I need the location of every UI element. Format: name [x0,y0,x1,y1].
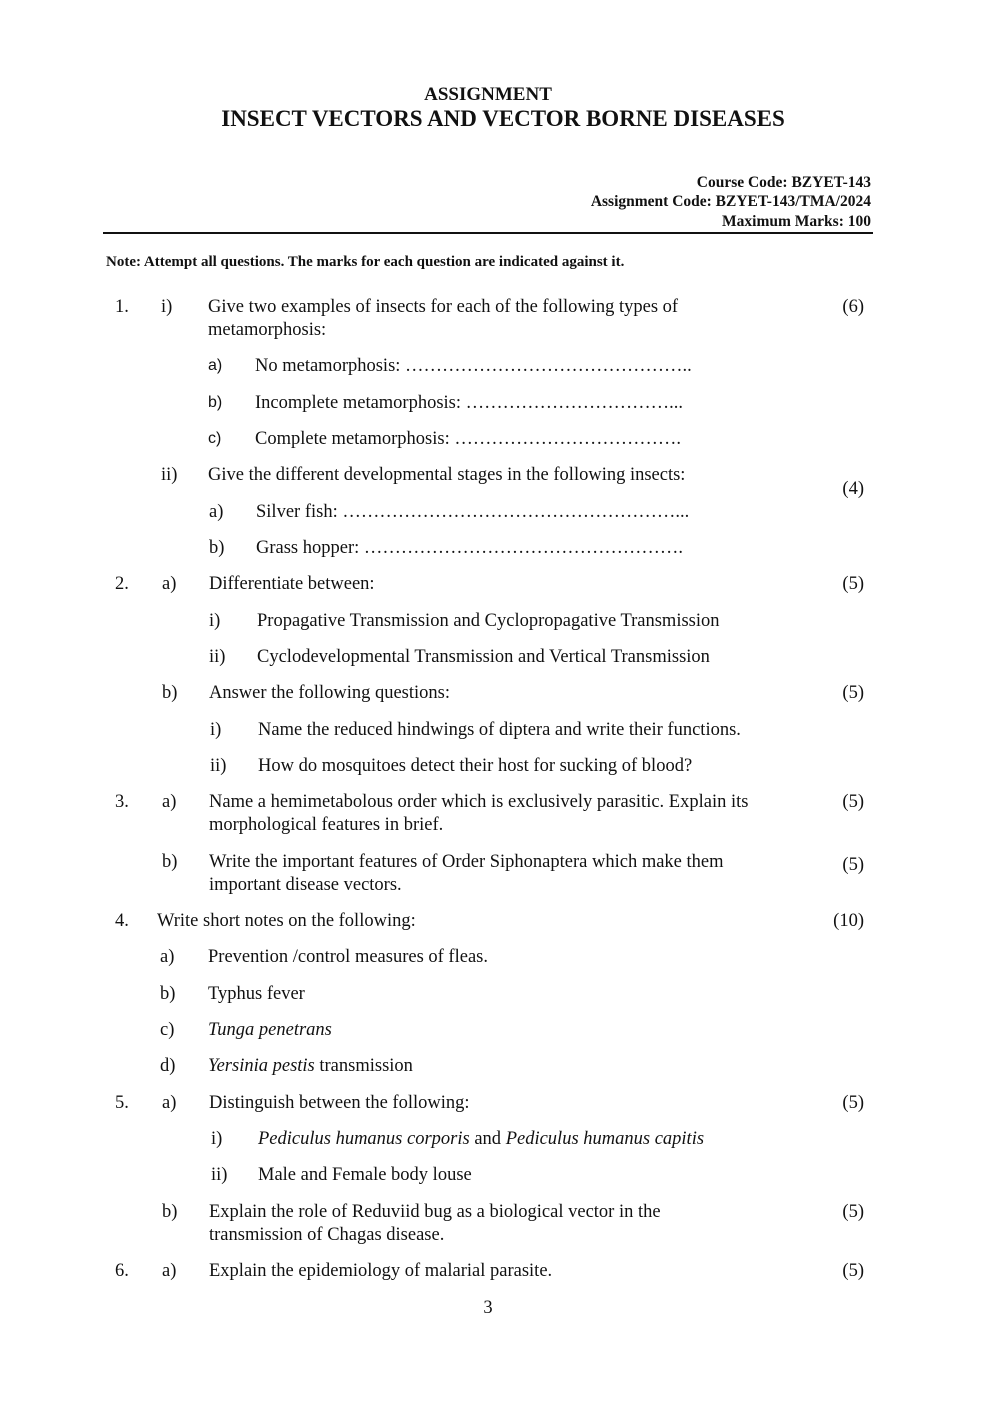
subpart-label: a) [162,792,177,812]
conjunction: and [469,1129,506,1149]
marks: (5) [842,855,864,875]
species-name: Yersinia pestis [208,1056,315,1076]
question-text: Name a hemimetabolous order which is exclusively parasitic. Explain its [209,792,749,812]
question-text-cont: important disease vectors. [209,875,402,895]
subpart-label: a) [162,1261,177,1281]
question-text-cont: metamorphosis: [208,320,327,340]
item-label: b) [208,394,223,411]
item-text: Grass hopper: ……………………………………………. [256,538,684,558]
question-text: Explain the epidemiology of malarial parasite. [209,1261,553,1281]
item-text-rest: transmission [314,1056,413,1076]
item-text [258,1128,704,1151]
marks: (5) [842,792,864,812]
item-label: i) [210,720,222,740]
question-number: 1. [115,297,129,317]
item-label: ii) [209,647,226,667]
item-text: Complete metamorphosis: ………………………………. [255,429,681,449]
question-text: Explain the role of Reduviid bug as a biological vector in the [209,1202,661,1222]
item-label: c) [160,1020,175,1040]
item-label: c) [208,430,222,447]
item-text [208,1055,413,1078]
item-text: How do mosquitoes detect their host for sucking of blood? [258,756,693,776]
marks: (5) [842,574,864,594]
item-label: ii) [211,1165,228,1185]
maximum-marks: Maximum Marks: 100 [722,213,871,230]
question-text: Answer the following questions: [209,683,450,703]
assignment-label: ASSIGNMENT [424,84,552,105]
item-label: b) [209,538,225,558]
marks: (10) [833,911,864,931]
item-text: Typhus fever [208,984,305,1004]
species-name: Pediculus humanus corporis [258,1129,470,1149]
question-number: 2. [115,574,129,594]
question-text: Give the different developmental stages in the following insects: [208,465,686,485]
question-text: Differentiate between: [209,574,375,594]
subpart-label: a) [162,1093,177,1113]
item-text: Male and Female body louse [258,1165,472,1185]
item-text [208,1019,332,1042]
subpart-label: b) [162,1202,178,1222]
course-code: Course Code: BZYET-143 [696,174,871,191]
instructions-note: Note: Attempt all questions. The marks for each question are indicated against it. [106,254,625,270]
item-label: ii) [210,756,227,776]
question-text: Write the important features of Order Siphonaptera which make them [209,852,724,872]
species-name: Pediculus humanus capitis [505,1129,705,1149]
question-number: 3. [115,792,129,812]
item-text: Silver fish: ………………………………………………... [256,502,690,522]
question-number: 4. [115,911,129,931]
marks: (4) [842,479,864,499]
subpart-label: b) [162,852,178,872]
item-label: a) [160,947,175,967]
item-text: Incomplete metamorphosis: ……………………………... [255,393,684,413]
item-label: b) [160,984,176,1004]
marks: (5) [842,1261,864,1281]
question-text: Give two examples of insects for each of the following types of [208,297,679,317]
subpart-label: a) [162,574,177,594]
item-text: Propagative Transmission and Cyclopropagative Transmission [257,611,720,631]
marks: (5) [842,683,864,703]
question-number: 6. [115,1261,129,1281]
item-label: i) [211,1129,223,1149]
assignment-code: Assignment Code: BZYET-143/TMA/2024 [590,193,871,210]
course-title: INSECT VECTORS AND VECTOR BORNE DISEASES [221,106,785,131]
item-text: Cyclodevelopmental Transmission and Vertical Transmission [257,647,710,667]
item-text: Name the reduced hindwings of diptera and write their functions. [258,720,741,740]
question-text-cont: morphological features in brief. [209,815,444,835]
marks: (5) [842,1093,864,1113]
subpart-label: i) [161,297,173,317]
question-text-cont: transmission of Chagas disease. [209,1225,445,1245]
item-label: d) [160,1056,176,1076]
marks: (5) [842,1202,864,1222]
item-text: Prevention /control measures of fleas. [208,947,488,967]
subpart-label: ii) [161,465,178,485]
item-text: No metamorphosis: ……………………………………….. [255,356,692,376]
item-label: i) [209,611,221,631]
header-divider [103,232,873,234]
question-text: Write short notes on the following: [157,911,416,931]
marks: (6) [842,297,864,317]
item-label: a) [209,502,224,522]
item-label: a) [208,357,223,374]
question-text: Distinguish between the following: [209,1093,470,1113]
species-name: Tunga penetrans [208,1020,332,1040]
page-number: 3 [483,1298,493,1318]
question-number: 5. [115,1093,129,1113]
subpart-label: b) [162,683,178,703]
